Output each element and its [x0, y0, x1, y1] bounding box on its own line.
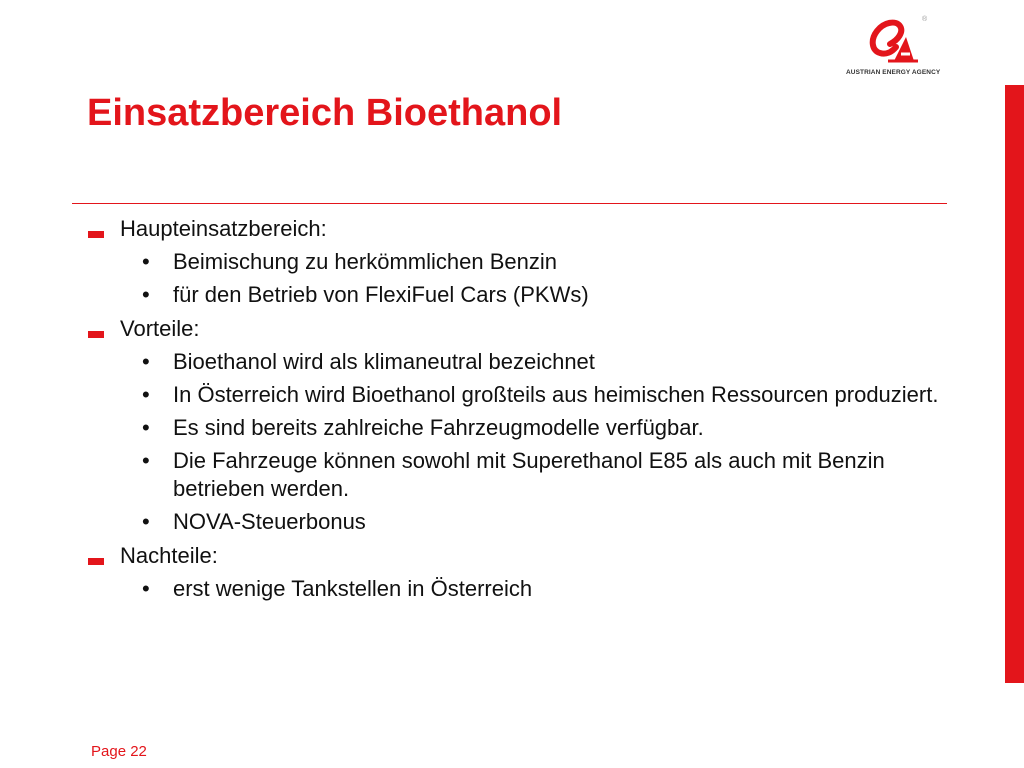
list-item-text: Die Fahrzeuge können sowohl mit Superethanol E85 als auch mit Benzin betrieben werden.	[173, 448, 885, 501]
bullet-icon: •	[142, 509, 150, 534]
list-item	[86, 281, 976, 309]
bullet-icon: •	[142, 576, 150, 601]
list-item	[86, 414, 976, 442]
ea-logo-mark-icon	[860, 14, 922, 66]
section-bullet-marker	[88, 331, 104, 338]
list-item-text: Bioethanol wird als klimaneutral bezeichnet	[173, 349, 595, 374]
slide-title: Einsatzbereich Bioethanol	[87, 92, 563, 134]
list-item-text: NOVA-Steuerbonus	[173, 509, 366, 534]
bullet-icon: •	[142, 282, 150, 307]
logo-text: AUSTRIAN ENERGY AGENCY	[846, 69, 941, 76]
list-item	[86, 575, 976, 603]
section-bullet-marker	[88, 231, 104, 238]
bullet-icon: •	[142, 382, 150, 407]
bullet-icon: •	[142, 415, 150, 440]
austrian-energy-agency-logo	[846, 14, 951, 80]
bullet-icon: •	[142, 349, 150, 374]
bullet-icon: •	[142, 448, 150, 473]
section-main-use	[86, 215, 976, 243]
section-disadvantages	[86, 542, 976, 570]
list-item-text: In Österreich wird Bioethanol großteils aus heimischen Ressourcen produziert.	[173, 382, 939, 407]
section-advantages	[86, 315, 976, 343]
section-label: Vorteile:	[120, 316, 200, 341]
section-label: Haupteinsatzbereich:	[120, 216, 327, 241]
list-item-text: erst wenige Tankstellen in Österreich	[173, 576, 533, 601]
sub-list-main-use	[86, 248, 976, 309]
section-label: Nachteile:	[120, 543, 218, 568]
section-bullet-marker	[88, 558, 104, 565]
sub-list-advantages	[86, 348, 976, 536]
registered-mark: ®	[922, 16, 928, 23]
title-divider	[72, 203, 947, 204]
list-item-text: Es sind bereits zahlreiche Fahrzeugmodelle verfügbar.	[173, 415, 704, 440]
list-item	[86, 248, 976, 276]
list-item-text: Beimischung zu herkömmlichen Benzin	[173, 249, 557, 274]
sub-list-disadvantages	[86, 575, 976, 603]
accent-side-bar	[1005, 85, 1024, 683]
list-item	[86, 447, 976, 503]
list-item	[86, 348, 976, 376]
slide-content	[86, 215, 976, 603]
list-item	[86, 508, 976, 536]
page-number: Page 22	[91, 743, 147, 760]
list-item	[86, 381, 976, 409]
list-item-text: für den Betrieb von FlexiFuel Cars (PKWs)	[173, 282, 589, 307]
bullet-icon: •	[142, 249, 150, 274]
